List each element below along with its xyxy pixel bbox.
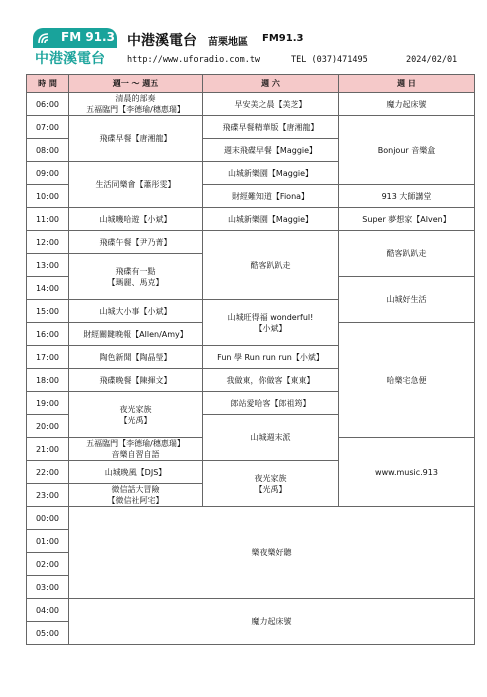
logo-frequency: FM 91.3 [61,30,115,44]
time-cell: 06:00 [27,93,69,116]
program-cell: 913 大師講堂 [339,185,475,208]
program-cell: 郎站愛哈客【郎祖筠】 [203,392,339,415]
schedule-date: 2024/02/01 [406,55,458,65]
column-header-weekday: 週一 ～ 週五 [69,75,203,93]
table-row [27,116,475,139]
program-cell: Super 夢想家【Alven】 [339,208,475,231]
program-cell: www.music.913 [339,438,475,507]
program-cell: 魔力起床號 [69,599,475,645]
program-cell: 夜光家族 【光禹】 [203,461,339,507]
program-cell: 酷客趴趴走 [339,231,475,277]
region-label: 苗栗地區 [208,37,248,48]
time-cell: 09:00 [27,162,69,185]
program-cell: 五福臨門【李德瑜/穗惠瑞】 音樂自習自語 [69,438,203,461]
time-cell: 21:00 [27,438,69,461]
table-row [27,93,475,116]
time-cell: 22:00 [27,461,69,484]
program-cell: 哈樂宅急便 [339,323,475,438]
time-cell: 05:00 [27,622,69,645]
program-cell: 山城晚風【DJS】 [69,461,203,484]
logo-station-name: 中港溪電台 [35,51,105,67]
table-header-row [27,75,475,93]
website-url: http://www.uforadio.com.tw [127,55,261,65]
time-cell: 19:00 [27,392,69,415]
program-cell: Bonjour 音樂盒 [339,116,475,185]
program-cell: 山城旺得福 wonderful! 【小斌】 [203,300,339,346]
program-cell: 微信話大冒險 【微信社阿宅】 [69,484,203,507]
time-cell: 15:00 [27,300,69,323]
program-cell: 生活同樂會【蕭彤雯】 [69,162,203,208]
program-cell: 樂夜樂好聽 [69,507,475,599]
program-cell: 飛碟早餐【唐湘龍】 [69,116,203,162]
column-header-time: 時 間 [27,75,69,93]
time-cell: 13:00 [27,254,69,277]
time-cell: 10:00 [27,185,69,208]
program-cell: 早安美之晨【美芝】 [203,93,339,116]
time-cell: 23:00 [27,484,69,507]
time-cell: 17:00 [27,346,69,369]
time-cell: 14:00 [27,277,69,300]
time-cell: 20:00 [27,415,69,438]
program-cell: 清晨的部奏 五福臨門【李德瑜/穗惠瑞】 [69,93,203,116]
program-cell: 陶色新聞【陶晶瑩】 [69,346,203,369]
program-cell: Fun 學 Run run run【小斌】 [203,346,339,369]
time-cell: 07:00 [27,116,69,139]
table-row [27,507,475,530]
program-cell: 飛碟早餐精華版【唐湘龍】 [203,116,339,139]
program-cell: 山城新樂園【Maggie】 [203,208,339,231]
program-cell: 魔力起床號 [339,93,475,116]
program-cell: 財經關鍵晚報【Allen/Amy】 [69,323,203,346]
page-title: 中港溪電台 [127,33,197,49]
time-cell: 08:00 [27,139,69,162]
program-cell: 酷客趴趴走 [203,231,339,300]
program-cell: 山城好生活 [339,277,475,323]
time-cell: 01:00 [27,530,69,553]
table-row [27,231,475,254]
program-cell: 山城嘰哈遊【小斌】 [69,208,203,231]
time-cell: 03:00 [27,576,69,599]
program-cell: 山城週末派 [203,415,339,461]
program-cell: 夜光家族 【光禹】 [69,392,203,438]
program-schedule-table [26,74,475,645]
time-cell: 02:00 [27,553,69,576]
column-header-saturday: 週 六 [203,75,339,93]
program-cell: 我做東，你做客【東東】 [203,369,339,392]
frequency-label: FM91.3 [262,33,304,44]
table-row [27,208,475,231]
column-header-sunday: 週 日 [339,75,475,93]
station-logo [33,28,117,66]
table-row [27,599,475,622]
broadcast-wave-icon [37,31,53,45]
program-cell: 週末飛碟早餐【Maggie】 [203,139,339,162]
time-cell: 16:00 [27,323,69,346]
time-cell: 04:00 [27,599,69,622]
program-cell: 山城新樂園【Maggie】 [203,162,339,185]
program-cell: 飛碟有一點 【瑪麗、馬克】 [69,254,203,300]
program-cell: 山城大小事【小斌】 [69,300,203,323]
telephone: TEL (037)471495 [291,55,368,65]
time-cell: 18:00 [27,369,69,392]
program-cell: 財經難知道【Fiona】 [203,185,339,208]
time-cell: 12:00 [27,231,69,254]
time-cell: 00:00 [27,507,69,530]
program-cell: 飛碟晚餐【陳揮文】 [69,369,203,392]
program-cell: 飛碟午餐【尹乃菁】 [69,231,203,254]
logo-banner [33,28,117,48]
time-cell: 11:00 [27,208,69,231]
